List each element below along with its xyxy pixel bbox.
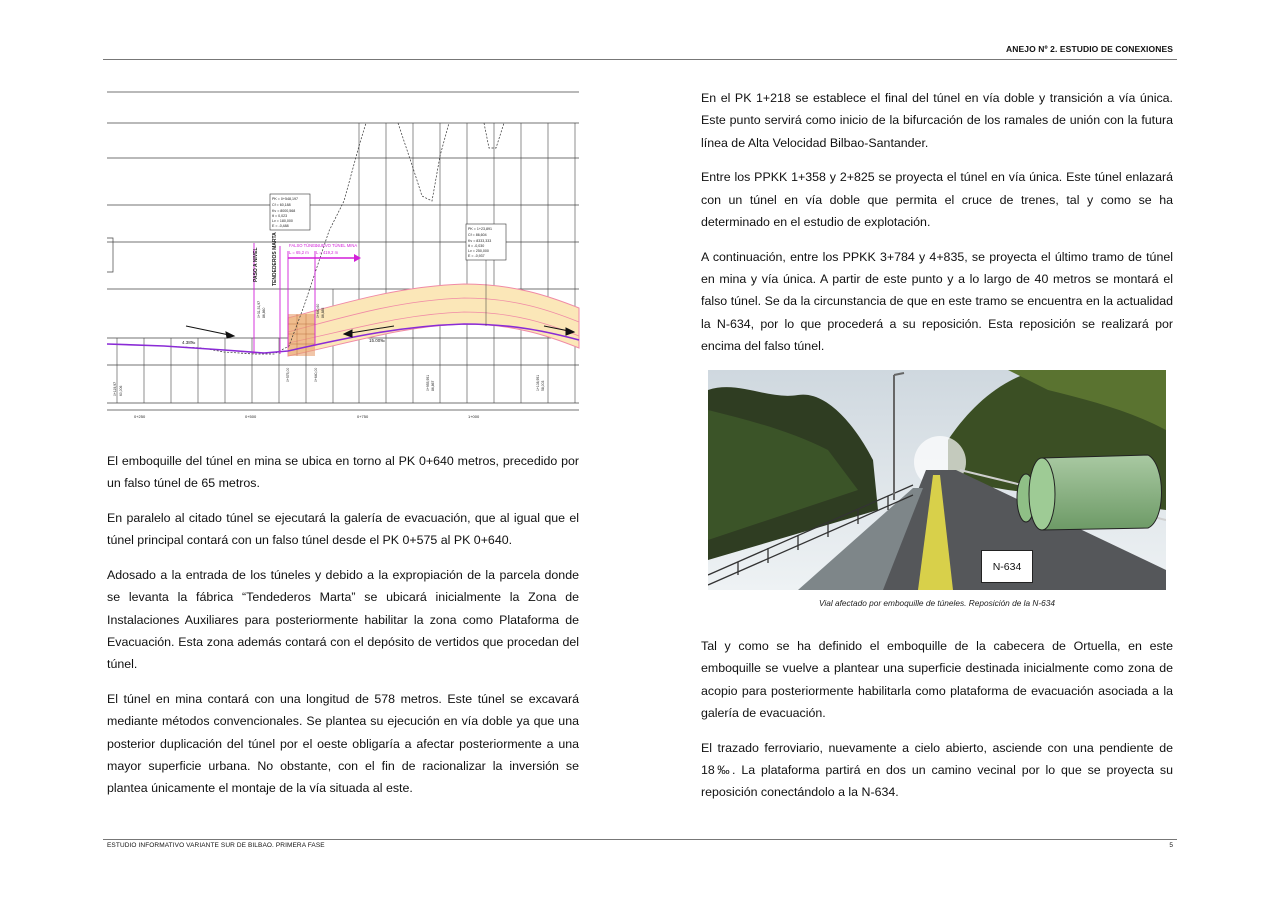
svg-text:Cf = 86,604: Cf = 86,604 bbox=[468, 233, 487, 237]
tunnel-cylinders bbox=[1017, 455, 1162, 530]
page-number: 5 bbox=[1169, 842, 1173, 849]
svg-text:0+119,97: 0+119,97 bbox=[113, 382, 117, 396]
svg-text:58,003: 58,003 bbox=[541, 380, 545, 391]
right-text-column-top bbox=[701, 87, 1173, 370]
svg-text:0+500: 0+500 bbox=[245, 414, 257, 419]
len-falso: L = 65,2 m bbox=[289, 250, 309, 255]
svg-text:86,885: 86,885 bbox=[321, 307, 325, 318]
svg-text:E = -0,488: E = -0,488 bbox=[272, 224, 289, 228]
profile-bracket bbox=[107, 238, 113, 272]
paragraph: Entre los PPKK 1+358 y 2+825 se proyecta el túnel en vía única. Este túnel enlazará con un túnel en vía doble que permita el cruce de trenes, tal y como se ha determinado en el estudio de explotación. bbox=[701, 170, 1173, 229]
svg-text:60,006: 60,006 bbox=[119, 385, 123, 396]
svg-text:1+108,951: 1+108,951 bbox=[536, 374, 540, 391]
paragraph: El emboquille del túnel en mina se ubica en torno al PK 0+640 metros, precedido por un falso túnel de 65 metros. bbox=[107, 454, 579, 491]
paragraph: En el PK 1+218 se establece el final del túnel en vía doble y transición a vía única. Este punto servirá como inicio de la bifurcación de los ramales de unión con la futura línea de Alta Velocidad Bilbao-Santander. bbox=[701, 91, 1173, 150]
header-title: ANEJO Nº 2. ESTUDIO DE CONEXIONES bbox=[1006, 44, 1173, 54]
svg-text:0+640,00: 0+640,00 bbox=[314, 367, 318, 382]
footer-rule bbox=[103, 839, 1177, 840]
svg-text:E = -0,937: E = -0,937 bbox=[468, 254, 485, 258]
svg-text:PK = 0+548,197: PK = 0+548,197 bbox=[272, 197, 298, 201]
svg-text:0+31,51,97: 0+31,51,97 bbox=[257, 300, 261, 318]
svg-text:PK = 1+23,891: PK = 1+23,891 bbox=[468, 227, 492, 231]
svg-text:1+000: 1+000 bbox=[468, 414, 480, 419]
paragraph: El trazado ferroviario, nuevamente a cielo abierto, asciende con una pendiente de 18‰. La plataforma partirá en dos un camino vecinal por lo que se proyecta su reposición conectándolo a la N-634. bbox=[701, 740, 1173, 800]
svg-text:Kv = 8000,568: Kv = 8000,568 bbox=[272, 209, 296, 213]
pk-axis-labels bbox=[134, 414, 480, 419]
label-falso-tunel: FALSO TÚNEL bbox=[289, 243, 318, 248]
svg-text:Cf = 60,188: Cf = 60,188 bbox=[272, 203, 291, 207]
profile-grid-horizontal bbox=[107, 92, 579, 410]
label-nuevo-tunel: NUEVO TÚNEL MINA bbox=[316, 243, 358, 248]
road-photo bbox=[708, 370, 1166, 590]
svg-text:0+955,951: 0+955,951 bbox=[426, 374, 430, 391]
svg-text:0+640,60: 0+640,60 bbox=[316, 303, 320, 318]
svg-text:86,867: 86,867 bbox=[431, 380, 435, 391]
svg-text:θ = -0,030: θ = -0,030 bbox=[468, 244, 485, 248]
paragraph: A continuación, entre los PPKK 3+784 y 4+835, se proyecta el último tramo de túnel en mina y vía única. A partir de este punto y a lo largo de 40 metros se montará el falso túnel. Se da la circunstancia de que en este tramo se encuentra en la actualidad la N-634, por lo que procederá a su reposición. Esta reposición se realizará por encima del falso túnel. bbox=[701, 249, 1173, 353]
svg-text:0+750: 0+750 bbox=[357, 414, 369, 419]
left-text-column bbox=[107, 450, 579, 812]
slope-right: 15.00‰ bbox=[369, 338, 385, 343]
svg-text:86,860: 86,860 bbox=[262, 307, 266, 318]
svg-text:Lv = 250,000: Lv = 250,000 bbox=[468, 249, 489, 253]
svg-text:θ = 0,023: θ = 0,023 bbox=[272, 214, 288, 218]
header-rule bbox=[103, 59, 1177, 60]
paragraph: En paralelo al citado túnel se ejecutará la galería de evacuación, que al igual que el túnel principal contará con un falso túnel desde el PK 0+575 al PK 0+640. bbox=[107, 511, 579, 548]
footer-title: ESTUDIO INFORMATIVO VARIANTE SUR DE BILBAO. PRIMERA FASE bbox=[107, 842, 325, 849]
label-tendederos: TENDEDEROS MARTA bbox=[272, 232, 278, 286]
svg-text:0+250: 0+250 bbox=[134, 414, 146, 419]
road-photo-illustration bbox=[708, 370, 1166, 590]
slope-left: 4.38‰ bbox=[182, 340, 196, 345]
paragraph: Adosado a la entrada de los túneles y debido a la expropiación de la parcela donde se levanta la fábrica “Tendederos Marta” se ubicará inicialmente la Zona de Instalaciones Auxiliares para posteriormente habilitar la zona como Plataforma de Evacuación. Esta zona además contará con el depósito de vertidos que procedan del túnel. bbox=[107, 568, 579, 672]
longitudinal-profile bbox=[104, 86, 584, 426]
road-label-n634: N-634 bbox=[981, 550, 1033, 583]
right-text-column-bottom bbox=[701, 635, 1173, 816]
label-paso-nivel: PASO A NIVEL bbox=[253, 247, 259, 282]
paragraph: Tal y como se ha definido el emboquille de la cabecera de Ortuella, en este emboquille se vuelve a plantear una superficie destinada inicialmente como zona de acopio para posteriormente habilitarla como plataforma de evacuación asociada a la galería de evacuación. bbox=[701, 639, 1173, 720]
paragraph: El túnel en mina contará con una longitud de 578 metros. Este túnel se excavará mediante métodos convencionales. Se plantea su ejecución en vía doble ya que una posterior duplicación del túnel por el oeste obligaría a afectar posteriormente a una mayor superficie urbana. No obstante, con el fin de racionalizar la inversión se plantea únicamente el montaje de la vía situada al este. bbox=[107, 692, 579, 796]
svg-text:Lv = 180,000: Lv = 180,000 bbox=[272, 219, 293, 223]
svg-text:0+575,00: 0+575,00 bbox=[286, 367, 290, 382]
photo-caption: Vial afectado por emboquille de túneles. Reposición de la N-634 bbox=[819, 598, 1055, 608]
svg-text:Kv = 8333,333: Kv = 8333,333 bbox=[468, 239, 492, 243]
profile-grid-vertical bbox=[117, 123, 575, 403]
len-mina: L = 419,2 m bbox=[316, 250, 339, 255]
